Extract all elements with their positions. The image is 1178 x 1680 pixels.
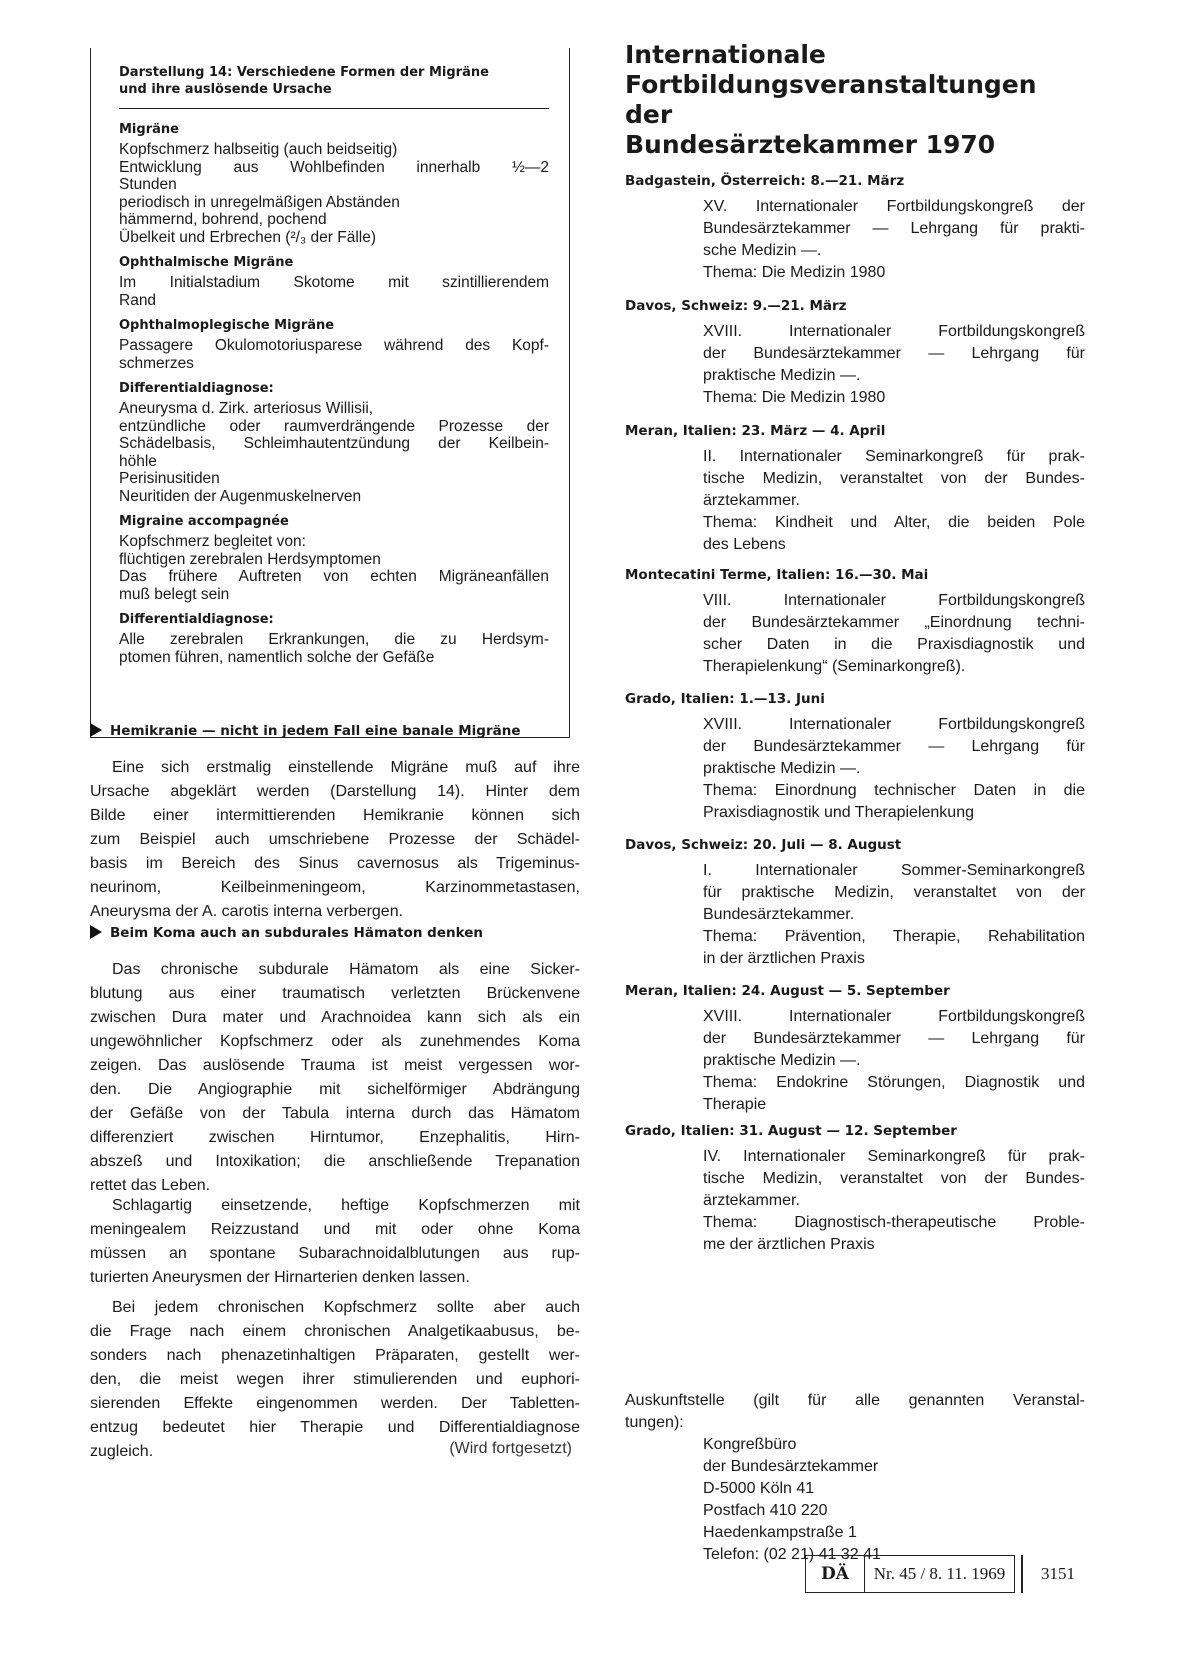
left-column xyxy=(90,0,580,1560)
event-entry xyxy=(625,982,1085,1116)
paragraph-line: Schlagartig einsetzende, heftige Kopfschmerzen mit xyxy=(112,1197,580,1214)
paragraph-line: die Frage nach einem chronischen Analgetikaabusus, be- xyxy=(90,1323,580,1340)
heading-text: Hemikranie — nicht in jedem Fall eine banale Migräne xyxy=(110,723,521,739)
event-entry xyxy=(625,297,1085,409)
event-line: des Lebens xyxy=(703,536,786,553)
event-line: praktische Medizin —. xyxy=(703,367,861,384)
page-number: 3151 xyxy=(1041,1564,1075,1583)
continued-note: (Wird fortgesetzt) xyxy=(449,1440,572,1457)
event-description xyxy=(703,446,1085,556)
event-line: tische Medizin, veranstaltet von der Bundes- xyxy=(703,470,1085,487)
contact-block xyxy=(625,1390,1085,1566)
event-description xyxy=(703,1006,1085,1116)
box-section-line: schmerzes xyxy=(119,354,194,372)
event-line: Thema: Endokrine Störungen, Diagnostik und xyxy=(703,1074,1085,1091)
event-place-date: Meran, Italien: 23. März — 4. April xyxy=(625,423,886,439)
event-line: sche Medizin —. xyxy=(703,242,822,259)
event-line: VIII. Internationaler Fortbildungskongreß xyxy=(703,592,1085,609)
box-section-line: Das frühere Auftreten von echten Migräneanfällen xyxy=(119,568,549,585)
event-line: ärztekammer. xyxy=(703,492,800,509)
box-section-line: Im Initialstadium Skotome mit szintillierendem xyxy=(119,274,549,291)
event-line: Thema: Einordnung technischer Daten in die xyxy=(703,782,1085,799)
paragraph-line: Eine sich erstmalig einstellende Migräne muß auf ihre xyxy=(112,759,580,776)
event-line: tische Medizin, veranstaltet von der Bundes- xyxy=(703,1170,1085,1187)
right-column xyxy=(625,0,1085,1600)
box-section-line: Übelkeit und Erbrechen (²/₃ der Fälle) xyxy=(119,228,377,246)
box-section-line: Entwicklung aus Wohlbefinden innerhalb ½—2 xyxy=(119,158,549,176)
box-section-heading: Differentialdiagnose: xyxy=(119,381,274,396)
paragraph-line: sierenden Effekte eingenommen werden. Der Tabletten- xyxy=(90,1395,580,1412)
paragraph-line: zum Beispiel auch umschriebene Prozesse der Schädel- xyxy=(90,831,580,848)
event-description xyxy=(703,714,1085,824)
event-line: für praktische Medizin, veranstaltet von der xyxy=(703,884,1085,901)
event-line: Thema: Die Medizin 1980 xyxy=(703,389,886,406)
event-line: praktische Medizin —. xyxy=(703,1052,861,1069)
event-line: der Bundesärztekammer — Lehrgang für xyxy=(703,738,1085,755)
contact-intro-line-2: tungen): xyxy=(625,1414,684,1431)
event-entry xyxy=(625,172,1085,284)
paragraph-line: blutung aus einer traumatisch verletzten Brückenvene xyxy=(90,985,580,1002)
paragraph-line: zwischen Dura mater und Arachnoidea kann sich als ein xyxy=(90,1009,580,1026)
paragraph-haematom xyxy=(90,958,580,1198)
event-place-date: Meran, Italien: 24. August — 5. September xyxy=(625,983,950,999)
box-section-line: entzündliche oder raumverdrängende Prozesse der xyxy=(119,417,549,435)
event-entry xyxy=(625,566,1085,678)
event-place-date: Grado, Italien: 1.—13. Juni xyxy=(625,691,825,707)
figure-box-darstellung-14 xyxy=(90,48,570,738)
box-section-line: periodisch in unregelmäßigen Abständen xyxy=(119,193,400,211)
box-section-line: Kopfschmerz halbseitig (auch beidseitig) xyxy=(119,141,398,158)
paragraph-line: den. Die Angiographie mit sichelförmiger Abdrängung xyxy=(90,1081,580,1098)
issue-box-edge xyxy=(1017,1555,1023,1593)
event-line: Therapielenkung“ (Seminarkongreß). xyxy=(703,658,966,675)
event-line: me der ärztlichen Praxis xyxy=(703,1236,875,1253)
triangle-bullet-icon xyxy=(90,723,102,737)
title-line-1: Internationale xyxy=(625,40,826,69)
paragraph-line: Ursache abgeklärt werden (Darstellung 14). Hinter dem xyxy=(90,783,580,800)
contact-line: Postfach 410 220 xyxy=(703,1502,828,1519)
box-section-line: Schädelbasis, Schleimhautentzündung der Keilbein- xyxy=(119,435,549,452)
paragraph-line: abszeß und Intoxikation; die anschließende Trepanation xyxy=(90,1153,580,1170)
paragraph-line: differenziert zwischen Hirntumor, Enzephalitis, Hirn- xyxy=(90,1129,580,1146)
paragraph-line: turierten Aneurysmen der Hirnarterien denken lassen. xyxy=(90,1269,470,1286)
contact-line: Haedenkampstraße 1 xyxy=(703,1524,857,1541)
event-place-date: Davos, Schweiz: 20. Juli — 8. August xyxy=(625,837,902,853)
box-section-line: flüchtigen zerebralen Herdsymptomen xyxy=(119,550,381,568)
paragraph-line: sonders nach phenazetinhaltigen Präparaten, gestellt wer- xyxy=(90,1347,580,1364)
event-line: XVIII. Internationaler Fortbildungskongreß xyxy=(703,323,1085,340)
event-description xyxy=(703,196,1085,284)
event-line: Bundesärztekammer. xyxy=(703,906,855,923)
page-footer xyxy=(805,1555,1075,1593)
box-section-heading: Ophthalmoplegische Migräne xyxy=(119,318,335,333)
event-line: Thema: Prävention, Therapie, Rehabilitation xyxy=(703,928,1085,945)
event-line: Thema: Diagnostisch-therapeutische Proble- xyxy=(703,1214,1085,1231)
section-heading-hemikranie xyxy=(90,722,580,740)
paragraph-line: Das chronische subdurale Hämatom als eine Sicker- xyxy=(112,961,580,978)
contact-line: der Bundesärztekammer xyxy=(703,1458,879,1475)
paragraph-line: der Gefäße von der Tabula interna durch das Hämatom xyxy=(90,1105,580,1122)
paragraph-hemikranie xyxy=(90,756,580,924)
box-section-heading: Ophthalmische Migräne xyxy=(119,255,294,270)
box-title-line-1: Darstellung 14: Verschiedene Formen der Migräne xyxy=(119,65,489,80)
event-line: Thema: Kindheit und Alter, die beiden Pole xyxy=(703,514,1085,531)
event-line: ärztekammer. xyxy=(703,1192,800,1209)
box-section-line: hämmernd, bohrend, pochend xyxy=(119,211,327,228)
box-title-line-2: und ihre auslösende Ursache xyxy=(119,82,332,97)
box-section-line: höhle xyxy=(119,452,157,470)
contact-line: Telefon: (02 21) 41 32 41 xyxy=(703,1546,881,1563)
box-section-line: Passagere Okulomotoriusparese während des Kopf- xyxy=(119,337,549,354)
paragraph-line: Aneurysma der A. carotis interna verbergen. xyxy=(90,903,404,920)
title-line-2: Fortbildungsveranstaltungen der xyxy=(625,70,1037,129)
event-line: IV. Internationaler Seminarkongreß für prak- xyxy=(703,1148,1085,1165)
event-line: I. Internationaler Sommer-Seminarkongreß xyxy=(703,862,1085,879)
box-section-line: Stunden xyxy=(119,176,177,193)
box-section-heading: Migraine accompagnée xyxy=(119,514,289,529)
event-description xyxy=(703,1146,1085,1256)
title-line-3: Bundesärztekammer 1970 xyxy=(625,130,996,159)
event-line: praktische Medizin —. xyxy=(703,760,861,777)
event-description xyxy=(703,860,1085,970)
event-line: Thema: Die Medizin 1980 xyxy=(703,264,886,281)
box-section-line: ptomen führen, namentlich solche der Gefäße xyxy=(119,648,435,666)
box-section-line: Neuritiden der Augenmuskelnerven xyxy=(119,487,362,505)
event-entry xyxy=(625,690,1085,824)
event-place-date: Badgastein, Österreich: 8.—21. März xyxy=(625,173,905,189)
contact-address xyxy=(703,1434,1085,1566)
paragraph-line: neurinom, Keilbeinmeningeom, Karzinommetastasen, xyxy=(90,879,580,896)
heading-text: Beim Koma auch an subdurales Hämaton denken xyxy=(110,925,483,941)
event-line: Therapie xyxy=(703,1096,767,1113)
event-line: Praxisdiagnostik und Therapielenkung xyxy=(703,804,974,821)
paragraph-line: basis im Bereich des Sinus cavernosus als Trigeminus- xyxy=(90,855,580,872)
issue-number: Nr. 45 / 8. 11. 1969 xyxy=(865,1555,1015,1593)
triangle-bullet-icon xyxy=(90,925,102,939)
event-place-date: Grado, Italien: 31. August — 12. September xyxy=(625,1123,957,1139)
event-line: XV. Internationaler Fortbildungskongreß der xyxy=(703,198,1085,215)
paragraph-line: müssen an spontane Subarachnoidalblutungen aus rup- xyxy=(90,1245,580,1262)
paragraph-line: zugleich. xyxy=(90,1443,154,1460)
paragraph-line: Bei jedem chronischen Kopfschmerz sollte aber auch xyxy=(112,1299,580,1316)
journal-logo: DÄ xyxy=(805,1555,865,1593)
box-section-line: Perisinusitiden xyxy=(119,470,220,487)
event-description xyxy=(703,590,1085,678)
event-entry xyxy=(625,836,1085,970)
event-line: XVIII. Internationaler Fortbildungskongreß xyxy=(703,1008,1085,1025)
event-line: XVIII. Internationaler Fortbildungskongreß xyxy=(703,716,1085,733)
event-entry xyxy=(625,1122,1085,1256)
box-sections xyxy=(119,121,549,666)
event-place-date: Montecatini Terme, Italien: 16.—30. Mai xyxy=(625,567,929,583)
paragraph-line: den, die meist wegen ihrer stimulierenden und euphori- xyxy=(90,1371,580,1388)
box-section-line: Kopfschmerz begleitet von: xyxy=(119,533,306,550)
box-section-heading: Differentialdiagnose: xyxy=(119,612,274,627)
paragraph-line: Bilde einer intermittierenden Hemikranie können sich xyxy=(90,807,580,824)
contact-intro-line-1: Auskunftstelle (gilt für alle genannten Veranstal- xyxy=(625,1392,1085,1409)
event-line: der Bundesärztekammer — Lehrgang für xyxy=(703,345,1085,362)
paragraph-line: meningealem Reizzustand und mit oder ohne Koma xyxy=(90,1221,580,1238)
box-section-line: Rand xyxy=(119,291,157,309)
page-title xyxy=(625,40,1085,160)
box-title-rule xyxy=(119,108,549,109)
paragraph-line: rettet das Leben. xyxy=(90,1177,211,1194)
box-section-line: Aneurysma d. Zirk. arteriosus Willisii, xyxy=(119,400,374,417)
paragraph-line: entzug bedeutet hier Therapie und Differentialdiagnose xyxy=(90,1419,580,1436)
event-entry xyxy=(625,422,1085,556)
event-line: in der ärztlichen Praxis xyxy=(703,950,865,967)
event-place-date: Davos, Schweiz: 9.—21. März xyxy=(625,298,847,314)
paragraph-kopfschmerzen xyxy=(90,1194,580,1290)
box-section-line: muß belegt sein xyxy=(119,585,230,603)
event-line: II. Internationaler Seminarkongreß für prak- xyxy=(703,448,1085,465)
contact-line: D-5000 Köln 41 xyxy=(703,1480,815,1497)
box-section-heading: Migräne xyxy=(119,122,179,137)
event-line: der Bundesärztekammer „Einordnung techni- xyxy=(703,614,1085,631)
paragraph-line: zeigen. Das auslösende Trauma ist meist vergessen wor- xyxy=(90,1057,580,1074)
contact-line: Kongreßbüro xyxy=(703,1436,797,1453)
paragraph-line: ungewöhnlicher Kopfschmerz oder als zunehmendes Koma xyxy=(90,1033,580,1050)
section-heading-koma xyxy=(90,924,580,942)
event-line: der Bundesärztekammer — Lehrgang für xyxy=(703,1030,1085,1047)
paragraph-analgetikaabusus xyxy=(90,1296,580,1464)
box-section-line: Alle zerebralen Erkrankungen, die zu Herdsym- xyxy=(119,631,549,648)
figure-box-content xyxy=(119,64,549,666)
event-description xyxy=(703,321,1085,409)
event-line: Bundesärztekammer — Lehrgang für prakti- xyxy=(703,220,1085,237)
event-line: scher Daten in die Praxisdiagnostik und xyxy=(703,636,1085,653)
